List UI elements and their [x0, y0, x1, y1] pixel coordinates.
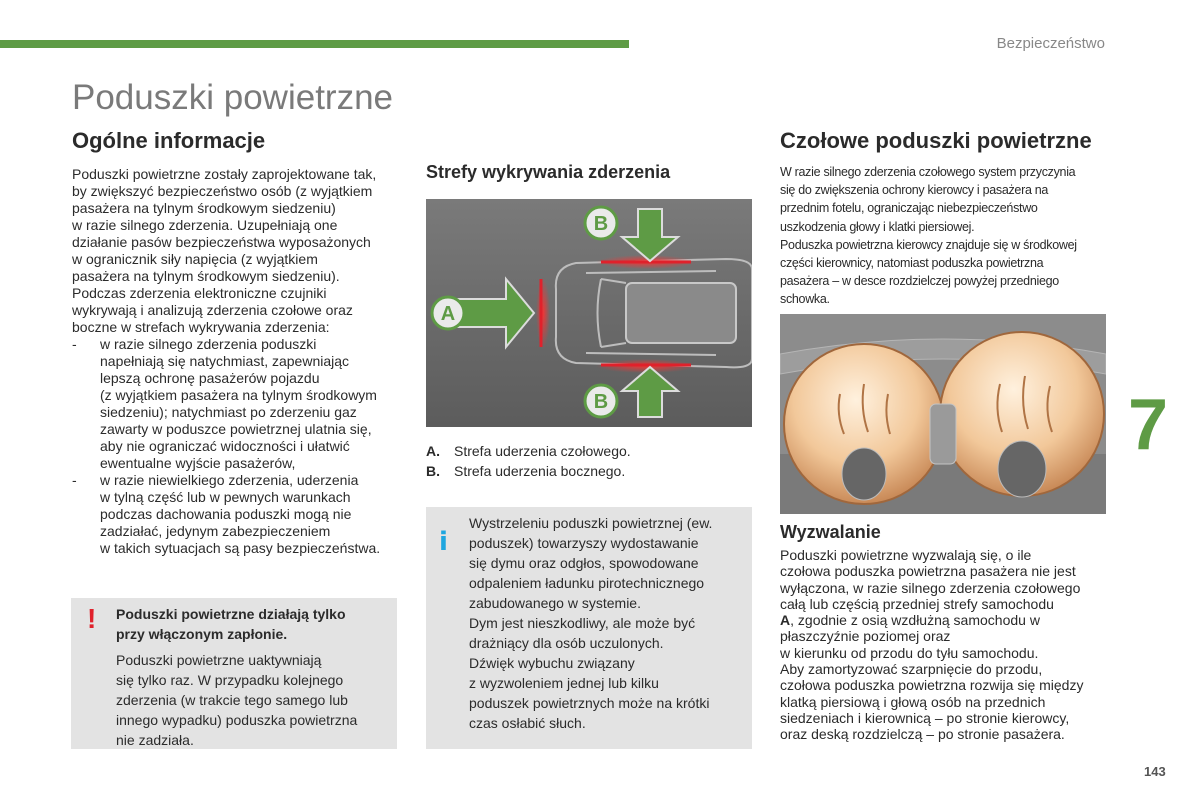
- chapter-number: 7: [1128, 385, 1169, 465]
- info-line: z wyzwoleniem jednej lub kilku: [469, 675, 659, 691]
- zones-captions: [426, 441, 752, 481]
- front-line: pasażera – w desce rozdzielczej powyżej przedniego: [780, 274, 1059, 289]
- general-line: Podczas zderzenia elektroniczne czujniki: [72, 285, 327, 301]
- section-label: Bezpieczeństwo: [996, 35, 1105, 52]
- caption-text: Strefa uderzenia czołowego.: [454, 443, 631, 459]
- driver-head: [842, 448, 886, 500]
- bullet-line: w tylną część lub w pewnych warunkach: [100, 489, 351, 505]
- front-line: się do zwiększenia ochrony kierowcy i pasażera na: [780, 183, 1049, 198]
- caption-key: B.: [426, 463, 440, 479]
- front-text: [780, 163, 1110, 309]
- warning-icon: !: [87, 603, 97, 634]
- bullet-line: w razie niewielkiego zderzenia, uderzenia: [100, 472, 359, 488]
- general-heading: Ogólne informacje: [72, 128, 266, 153]
- front-heading: Czołowe poduszki powietrzne: [780, 128, 1092, 153]
- bullet-line: zawarty w poduszce powietrznej ulatnia się,: [100, 421, 372, 437]
- general-line: pasażera na tylnym środkowym siedzeniu): [72, 200, 336, 216]
- trigger-line: Poduszki powietrzne wyzwalają się, o ile: [780, 547, 1032, 563]
- trigger-text: [780, 547, 1115, 743]
- zone-b-text: B: [593, 213, 609, 235]
- front-line: W razie silnego zderzenia czołowego system przyczynia: [780, 165, 1076, 179]
- front-line: schowka.: [780, 292, 830, 307]
- crash-zones-diagram: [426, 199, 752, 427]
- general-line: Poduszki powietrzne zostały zaprojektowane tak,: [72, 166, 377, 182]
- general-line: by zwiększyć bezpieczeństwo osób (z wyjątkiem: [72, 183, 373, 199]
- general-line: w razie silnego zderzenia. Uzupełniają one: [72, 217, 338, 233]
- trigger-line: w kierunku od przodu do tyłu samochodu.: [780, 644, 1039, 661]
- general-line: boczne w strefach wykrywania zderzenia:: [72, 319, 330, 335]
- caption-key: A.: [426, 443, 440, 459]
- trigger-line: klatką piersiową i głową osób na przednich: [780, 693, 1046, 710]
- zone-a-ref: A: [780, 612, 791, 629]
- info-line: Dźwięk wybuchu związany: [469, 655, 635, 671]
- zone-label-b-top: [585, 207, 617, 239]
- trigger-line: płaszczyźnie poziomej oraz: [780, 628, 951, 645]
- info-line: odpaleniem ładunku pirotechnicznego: [469, 575, 705, 591]
- front-line: uszkodzenia głowy i klatki piersiowej.: [780, 219, 975, 234]
- caption-b: [426, 461, 752, 481]
- info-icon: i: [439, 527, 448, 557]
- general-text: [72, 166, 402, 557]
- bullet-line: siedzeniu); natychmiast po zderzeniu gaz: [100, 404, 357, 420]
- zone-b-text: B: [593, 391, 609, 413]
- zone-label-b-bottom: [585, 385, 617, 417]
- info-line: poduszek powietrznych może na krótki: [469, 695, 710, 711]
- bullet-line: napełniają się natychmiast, zapewniając: [100, 353, 350, 369]
- trigger-line: czołowa poduszka powietrzna pasażera nie jest: [780, 563, 1076, 580]
- trigger-line: siedzeniach i kierownicą – po stronie kierowcy,: [780, 709, 1070, 726]
- warning-text: [116, 604, 391, 750]
- info-line: drażniący dla osób uczulonych.: [469, 635, 664, 651]
- warning-line: innego wypadku) poduszka powietrzna: [116, 712, 358, 728]
- general-line: pasażera na tylnym środkowym siedzeniu).: [72, 268, 340, 284]
- general-line: działanie pasów bezpieczeństwa wyposażonych: [72, 234, 371, 250]
- caption-a: [426, 441, 752, 461]
- trigger-line-rest: , zgodnie z osią wzdłużną samochodu w: [790, 612, 1040, 629]
- info-line: się dymu oraz odgłos, spowodowane: [469, 555, 699, 571]
- header-bar: [0, 40, 629, 48]
- trigger-line: [780, 612, 1115, 628]
- airbags-illustration: [780, 314, 1106, 514]
- general-line: wykrywają i analizują zderzenia czołowe oraz: [72, 302, 353, 318]
- trigger-line: Aby zamortyzować szarpnięcie do przodu,: [780, 661, 1043, 678]
- front-line: przednim fotelu, ograniczając niebezpieczeństwo: [780, 201, 1038, 216]
- front-line: Poduszka powietrzna kierowcy znajduje się w środkowej: [780, 237, 1077, 252]
- passenger-head: [998, 441, 1046, 497]
- warning-line: Poduszki powietrzne uaktywniają: [116, 652, 322, 668]
- trigger-line: wyłączona, w razie silnego zderzenia czołowego: [780, 579, 1081, 596]
- info-line: czas osłabić słuch.: [469, 715, 586, 731]
- bullet-item: [72, 336, 402, 472]
- bullet-line: zadziałać, jedynym zabezpieczeniem: [100, 523, 331, 539]
- trigger-line: czołowa poduszka powietrzna rozwija się między: [780, 677, 1084, 694]
- info-line: Wystrzeleniu poduszki powietrznej (ew.: [469, 515, 713, 531]
- trigger-heading: Wyzwalanie: [780, 522, 881, 542]
- general-line: w ogranicznik siły napięcia (z wyjątkiem: [72, 251, 318, 267]
- info-text: [469, 513, 749, 733]
- front-impact-zone: [536, 277, 550, 349]
- warning-line: nie zadziała.: [116, 732, 194, 748]
- info-line: zabudowanego w systemie.: [469, 595, 641, 611]
- bullet-dash: -: [72, 336, 77, 352]
- page-title: Poduszki powietrzne: [72, 78, 393, 117]
- bullet-line: w razie silnego zderzenia poduszki: [100, 336, 317, 352]
- bullet-item: [72, 472, 402, 557]
- bullet-line: ewentualne wyjście pasażerów,: [100, 455, 296, 471]
- warning-bold-line: przy włączonym zapłonie.: [116, 626, 288, 642]
- trigger-line: oraz deską rozdzielczą – po stronie pasażera.: [780, 726, 1065, 743]
- warning-line: się tylko raz. W przypadku kolejnego: [116, 672, 344, 688]
- bullet-dash: -: [72, 472, 77, 488]
- zone-a-text: A: [440, 303, 456, 325]
- warning-line: zderzenia (w trakcie tego samego lub: [116, 692, 348, 708]
- bullet-line: aby nie ograniczać widoczności i ułatwić: [100, 438, 350, 454]
- warning-bold-line: Poduszki powietrzne działają tylko: [116, 606, 346, 622]
- bullet-line: (z wyjątkiem pasażera na tylnym środkowym: [100, 387, 377, 403]
- bullet-line: w takich sytuacjach są pasy bezpieczeństwa.: [100, 540, 381, 556]
- bullet-line: lepszą ochronę pasażerów pojazdu: [100, 370, 320, 386]
- caption-text: Strefa uderzenia bocznego.: [454, 463, 626, 479]
- info-line: poduszek) towarzyszy wydostawanie: [469, 535, 699, 551]
- airbags-svg: [780, 314, 1106, 514]
- crash-zones-svg: [426, 199, 752, 427]
- trigger-line: całą lub częścią przedniej strefy samochodu: [780, 595, 1054, 612]
- bullet-line: podczas dachowania poduszki mogą nie: [100, 506, 352, 522]
- page-number: 143: [1144, 764, 1166, 779]
- zone-label-a: [432, 297, 464, 329]
- front-line: części kierownicy, natomiast poduszka powietrzna: [780, 256, 1044, 271]
- zones-heading: Strefy wykrywania zderzenia: [426, 162, 671, 182]
- info-line: Dym jest nieszkodliwy, ale może być: [469, 615, 696, 631]
